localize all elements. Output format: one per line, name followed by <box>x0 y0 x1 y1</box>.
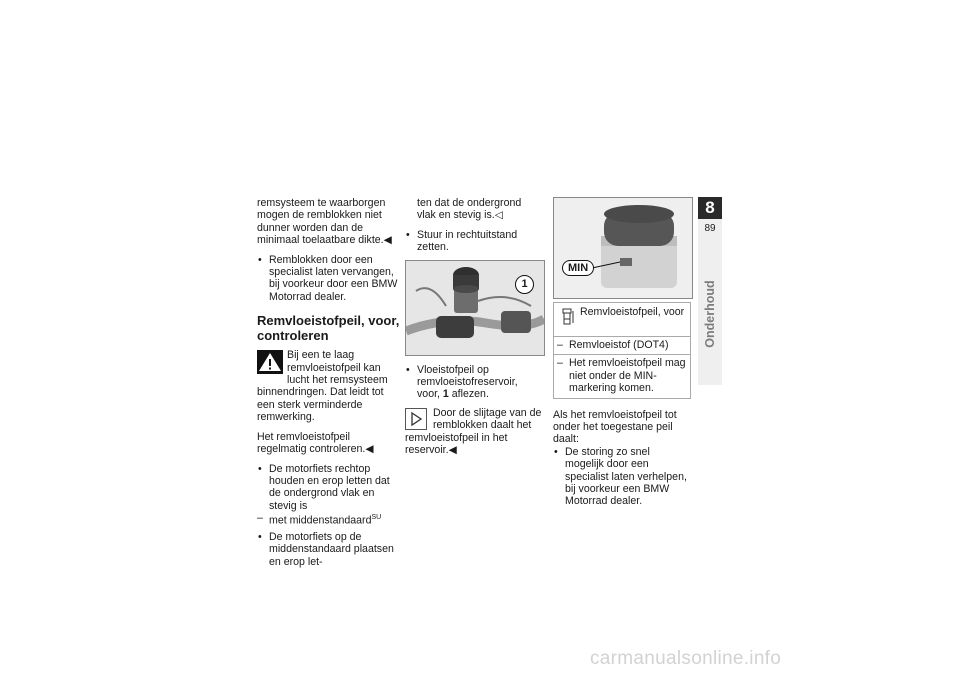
note-icon <box>405 408 427 430</box>
dash-center-stand <box>257 512 402 527</box>
note-block <box>405 407 543 457</box>
note-text: Door de slijtage van de remblokken daalt het remvloeistofpeil in het reservoir.◀ <box>405 406 542 457</box>
dash-center-stand-text: met middenstandaard <box>269 514 372 527</box>
watermark: carmanualsonline.info <box>590 648 782 669</box>
bullet-handlebar: • Stuur in rechtuitstand zetten. <box>405 229 543 254</box>
photo-reservoir-min <box>553 197 693 299</box>
spec-table <box>553 302 691 399</box>
reservoir-ref: 1 <box>442 388 449 401</box>
spec-row-fluid-type-text: – Remvloeistof (DOT4) <box>557 339 687 351</box>
chapter-title: Onderhoud <box>703 280 717 348</box>
chapter-number: 8 <box>698 197 722 219</box>
warning-icon <box>257 350 283 374</box>
section-heading: Remvloeistofpeil, voor, controleren <box>257 313 400 344</box>
photo-brake-reservoir-handlebar <box>405 260 545 356</box>
reservoir-callout-1: 1 <box>515 275 534 294</box>
page-number: 89 <box>704 223 716 234</box>
text-column-2 <box>405 197 543 463</box>
chapter-tab <box>698 197 722 385</box>
warning-text: Bij een te laag remvloeistofpeil kan lucht het remsysteem binnendringen. Dat leidt tot een sterk verminderde remwerking. <box>257 349 388 424</box>
spec-header <box>554 303 690 337</box>
option-mark: SU <box>371 514 382 522</box>
bullet-specialist: • De storing zo snel mogelijk door een specialist laten verhelpen, bij voorkeur een BMW Motorrad dealer. <box>553 446 691 508</box>
spec-row-min-level-text: – Het remvloeistofpeil mag niet onder de MIN-markering komen. <box>557 357 687 394</box>
spec-row-fluid-type <box>554 337 690 355</box>
below-level-text: Als het remvloeistofpeil tot onder het toegestane peil daalt: <box>553 408 677 446</box>
bullet-read-level-text-b: aflezen. <box>451 388 489 401</box>
bullet-place-stand: • De motorfiets op de middenstandaard plaatsen en erop let- <box>257 531 402 568</box>
text-column-3 <box>553 197 691 514</box>
spec-row-min-level <box>554 355 690 397</box>
bullet-replace-pads: • Remblokken door een specialist laten vervangen, bij voorkeur door een BMW Motorrad dealer. <box>257 254 402 304</box>
min-callout: MIN <box>562 260 594 276</box>
text-column-1 <box>257 197 402 574</box>
reservoir-illustration <box>554 198 692 298</box>
bullet-upright: • De motorfiets rechtop houden en erop letten dat de ondergrond vlak en stevig is <box>257 463 402 513</box>
fluid-level-icon <box>562 308 576 326</box>
spec-title: Remvloeistofpeil, voor <box>580 306 685 318</box>
bullet-read-level <box>405 364 543 401</box>
check-regularly-text: Het remvloeistofpeil regelmatig controleren.◀ <box>257 430 374 456</box>
intro-text: remsysteem te waarborgen mogen de remblokken niet dunner worden dan de minimaal toelaatbare dikte.◀ <box>257 197 392 247</box>
continued-text: ten dat de ondergrond vlak en stevig is.◁ <box>417 197 522 222</box>
bullet-read-level-text-a: Vloeistofpeil op remvloeistofreservoir, voor, <box>417 363 518 401</box>
warning-block <box>257 349 402 423</box>
